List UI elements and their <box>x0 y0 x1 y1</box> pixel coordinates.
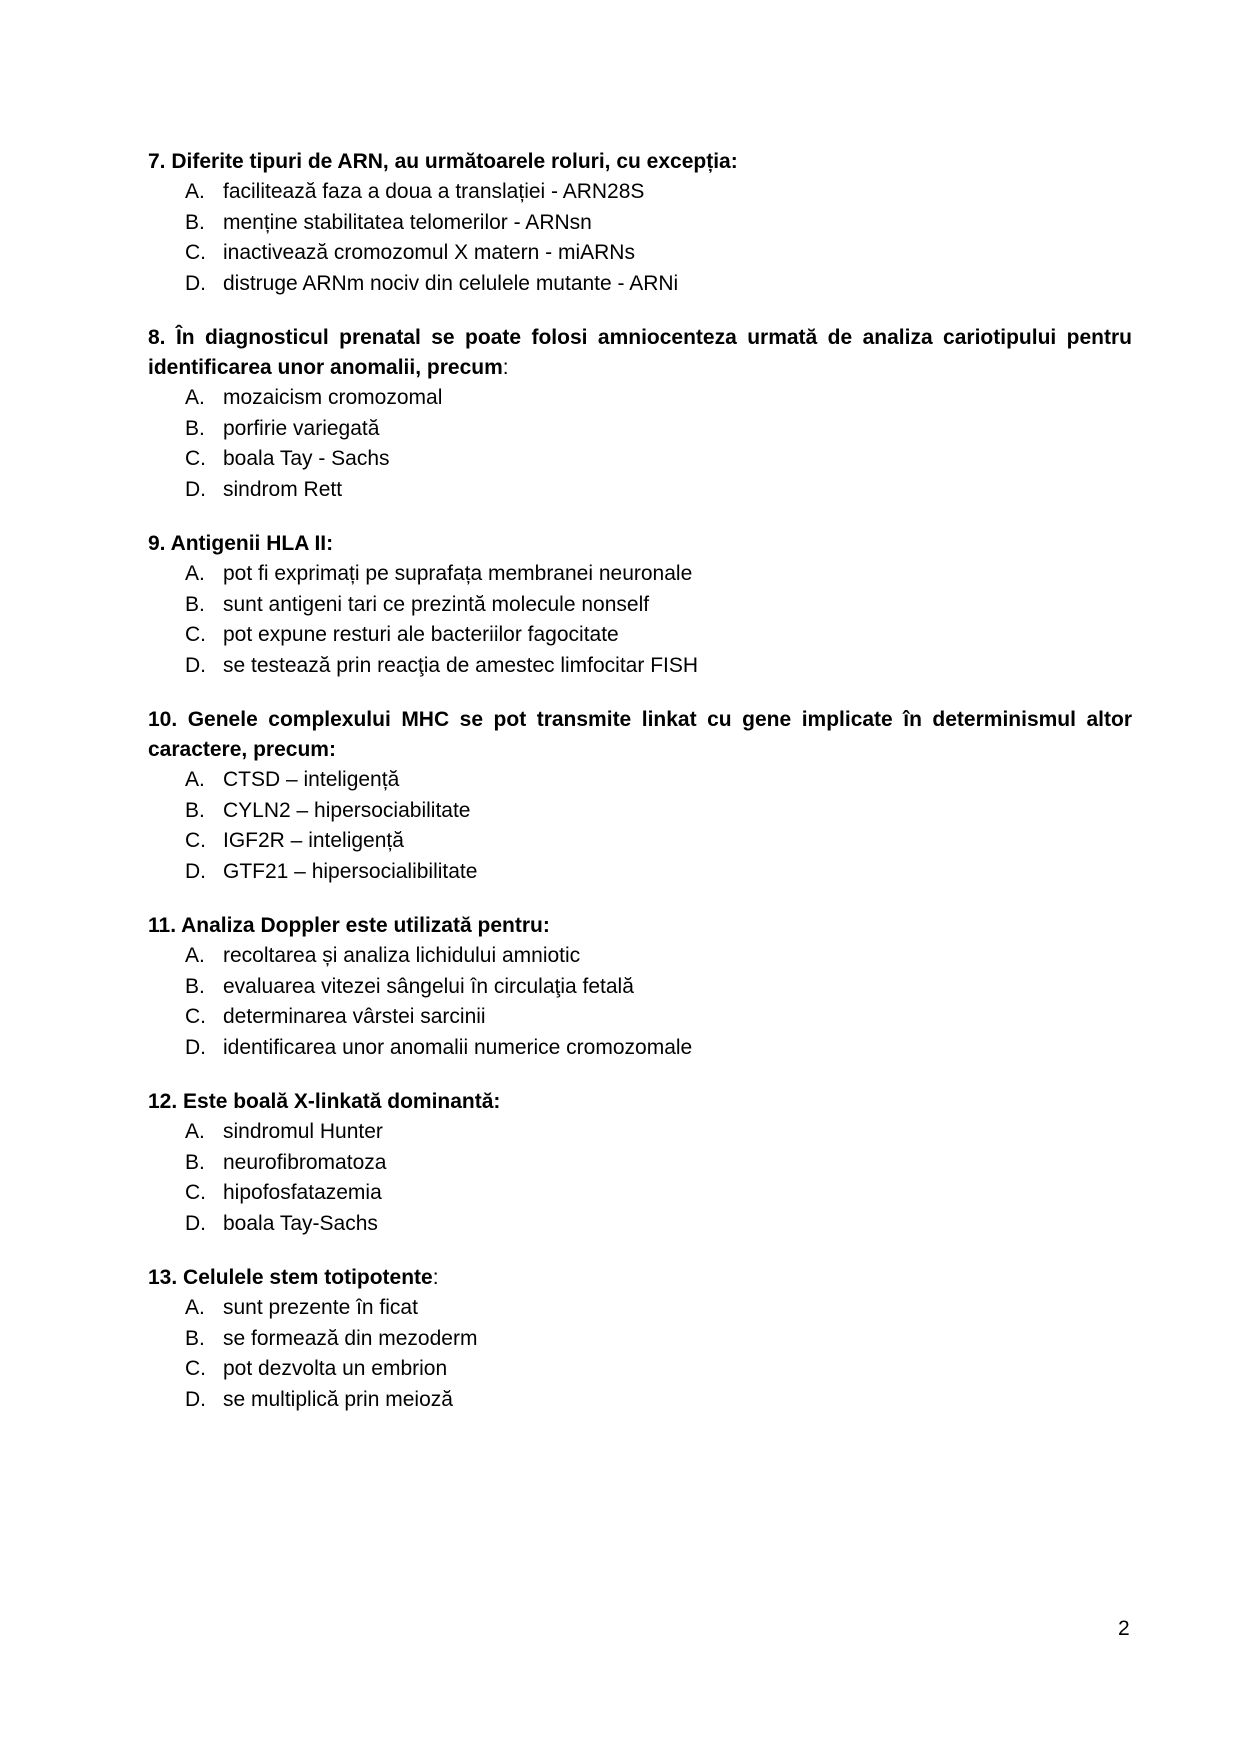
option-letter: D. <box>185 1035 206 1059</box>
question-title-suffix: : <box>432 1266 439 1289</box>
option-letter: C. <box>185 1357 206 1380</box>
option-text: boala Tay-Sachs <box>223 1211 378 1235</box>
question-title-text: 12. Este boală X-linkată dominantă: <box>148 1090 501 1113</box>
question-title <box>148 911 1132 941</box>
question-title-text: 9. Antigenii HLA II: <box>148 532 334 555</box>
answer-option-d <box>185 1209 1132 1240</box>
option-letter: A. <box>185 944 205 967</box>
answer-options <box>148 1117 1132 1239</box>
answer-option-b <box>185 796 1132 827</box>
option-letter: D. <box>185 1387 206 1411</box>
option-text: determinarea vârstei sarcinii <box>223 1005 486 1028</box>
answer-option-d <box>185 1033 1132 1064</box>
answer-option-c <box>185 1178 1132 1209</box>
answer-options <box>148 765 1132 887</box>
option-text: inactivează cromozomul X matern - miARNs <box>223 241 635 264</box>
answer-options <box>148 383 1132 505</box>
option-letter: D. <box>185 477 206 501</box>
option-text: mozaicism cromozomal <box>223 386 443 409</box>
option-text: pot dezvolta un embrion <box>223 1357 448 1380</box>
option-text: se testează prin reacţia de amestec limfocitar FISH <box>223 653 699 677</box>
option-letter: D. <box>185 1211 206 1235</box>
option-letter: D. <box>185 271 206 295</box>
option-text: neurofibromatoza <box>223 1150 387 1174</box>
question-11 <box>148 911 1132 1063</box>
option-text: sunt prezente în ficat <box>223 1296 418 1319</box>
option-text: hipofosfatazemia <box>223 1181 382 1204</box>
answer-option-b <box>185 590 1132 621</box>
option-letter: B. <box>185 1150 205 1174</box>
option-letter: A. <box>185 180 205 203</box>
option-letter: A. <box>185 768 205 791</box>
answer-option-d <box>185 269 1132 300</box>
answer-option-a <box>185 941 1132 972</box>
answer-option-c <box>185 826 1132 857</box>
option-letter: D. <box>185 653 206 677</box>
answer-options <box>148 941 1132 1063</box>
answer-options <box>148 559 1132 681</box>
question-title <box>148 705 1132 765</box>
question-title-text: 11. Analiza Doppler este utilizată pentru: <box>148 914 550 937</box>
option-text: sunt antigeni tari ce prezintă molecule nonself <box>223 592 650 616</box>
question-12 <box>148 1087 1132 1239</box>
option-text: CYLN2 – hipersociabilitate <box>223 798 471 822</box>
option-letter: B. <box>185 798 205 822</box>
answer-option-b <box>185 1148 1132 1179</box>
option-letter: B. <box>185 974 205 998</box>
option-letter: A. <box>185 562 205 585</box>
option-letter: C. <box>185 1181 206 1204</box>
question-10 <box>148 705 1132 887</box>
question-title-text: 13. Celulele stem totipotente <box>148 1266 433 1289</box>
option-letter: D. <box>185 859 206 883</box>
option-text: se formează din mezoderm <box>223 1326 478 1350</box>
answer-option-a <box>185 559 1132 590</box>
option-text: menține stabilitatea telomerilor - ARNsn <box>223 210 592 234</box>
answer-options <box>148 177 1132 299</box>
option-letter: B. <box>185 416 205 440</box>
option-text: boala Tay - Sachs <box>223 447 390 470</box>
option-letter: B. <box>185 210 205 234</box>
option-letter: A. <box>185 1296 205 1319</box>
answer-option-d <box>185 651 1132 682</box>
option-text: se multiplică prin meioză <box>223 1387 453 1411</box>
answer-option-a <box>185 1293 1132 1324</box>
option-letter: C. <box>185 829 206 852</box>
question-title <box>148 529 1132 559</box>
option-text: porfirie variegată <box>223 416 380 440</box>
answer-option-b <box>185 972 1132 1003</box>
answer-option-a <box>185 765 1132 796</box>
question-title <box>148 1263 1132 1293</box>
answer-option-b <box>185 414 1132 445</box>
option-letter: B. <box>185 1326 205 1350</box>
answer-option-c <box>185 444 1132 475</box>
question-title-text: 10. Genele complexului MHC se pot transmite linkat cu gene implicate în determinismul altor caractere, precum: <box>148 708 1132 761</box>
question-title <box>148 323 1132 383</box>
question-title-suffix: : <box>502 356 509 379</box>
answer-options <box>148 1293 1132 1415</box>
option-text: facilitează faza a doua a translației - ARN28S <box>223 180 645 203</box>
answer-option-a <box>185 177 1132 208</box>
answer-option-c <box>185 238 1132 269</box>
option-text: GTF21 – hipersocialibilitate <box>223 859 478 883</box>
option-text: IGF2R – inteligență <box>223 829 404 852</box>
option-text: identificarea unor anomalii numerice cromozomale <box>223 1035 693 1059</box>
option-text: distruge ARNm nociv din celulele mutante - ARNi <box>223 271 679 295</box>
option-text: sindromul Hunter <box>223 1120 383 1143</box>
question-title <box>148 147 1132 177</box>
question-title <box>148 1087 1132 1117</box>
option-letter: C. <box>185 623 206 646</box>
answer-option-a <box>185 383 1132 414</box>
option-text: sindrom Rett <box>223 477 343 501</box>
option-text: pot fi exprimați pe suprafața membranei neuronale <box>223 562 693 585</box>
answer-option-d <box>185 1385 1132 1416</box>
question-8 <box>148 323 1132 505</box>
question-title-text: 8. În diagnosticul prenatal se poate folosi amniocenteza urmată de analiza cariotipului pentru identificarea unor anomalii, precum <box>148 326 1132 379</box>
page-number: 2 <box>1118 1617 1130 1640</box>
option-letter: B. <box>185 592 205 616</box>
answer-option-d <box>185 475 1132 506</box>
answer-option-b <box>185 208 1132 239</box>
option-text: pot expune resturi ale bacteriilor fagocitate <box>223 623 619 646</box>
answer-option-c <box>185 1002 1132 1033</box>
option-letter: C. <box>185 241 206 264</box>
answer-option-c <box>185 620 1132 651</box>
questions-list <box>148 147 1132 1439</box>
option-text: evaluarea vitezei sângelui în circulaţia fetală <box>223 974 634 998</box>
answer-option-c <box>185 1354 1132 1385</box>
option-letter: A. <box>185 1120 205 1143</box>
answer-option-d <box>185 857 1132 888</box>
option-letter: C. <box>185 1005 206 1028</box>
question-7 <box>148 147 1132 299</box>
question-13 <box>148 1263 1132 1415</box>
question-9 <box>148 529 1132 681</box>
question-title-text: 7. Diferite tipuri de ARN, au următoarele roluri, cu excepția: <box>148 150 738 173</box>
option-text: recoltarea și analiza lichidului amniotic <box>223 944 581 967</box>
option-letter: A. <box>185 386 205 409</box>
answer-option-b <box>185 1324 1132 1355</box>
option-letter: C. <box>185 447 206 470</box>
option-text: CTSD – inteligență <box>223 768 400 791</box>
answer-option-a <box>185 1117 1132 1148</box>
